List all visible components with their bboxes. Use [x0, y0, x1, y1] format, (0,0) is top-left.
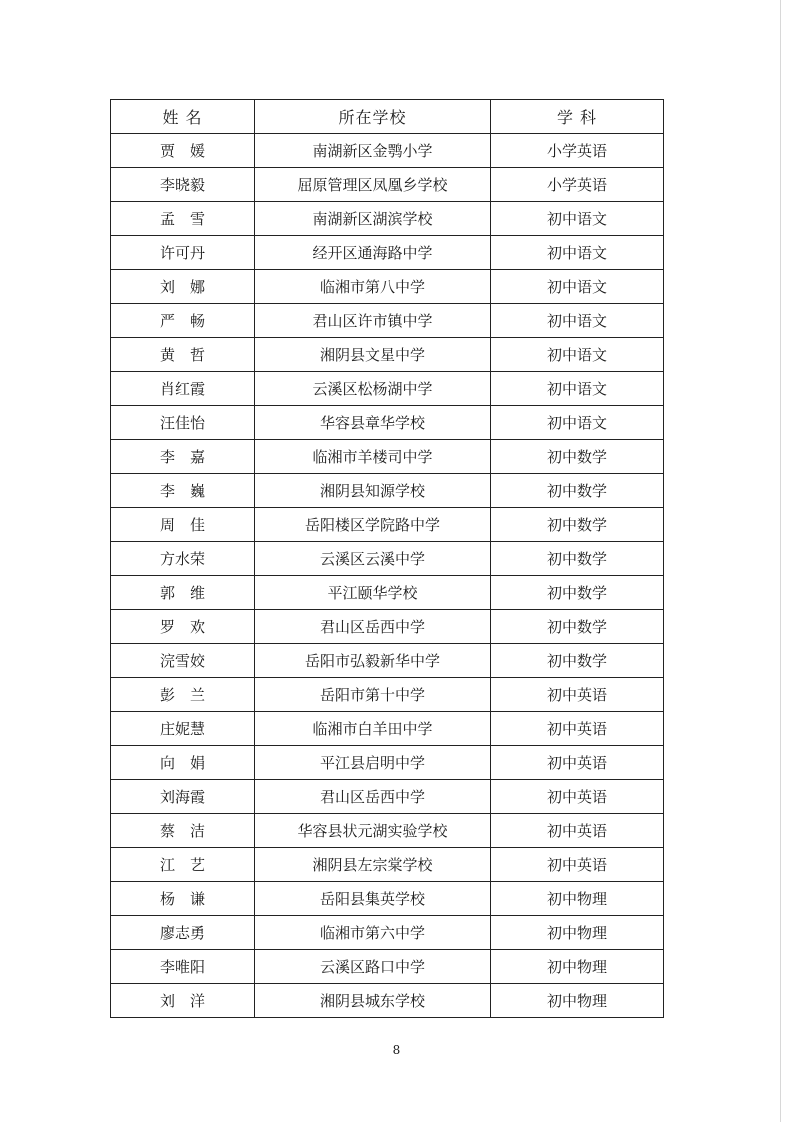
table-body: [111, 134, 664, 1018]
cell-subject: 初中数学: [491, 440, 664, 474]
cell-subject: 小学英语: [491, 168, 664, 202]
cell-name: 罗 欢: [111, 610, 255, 644]
cell-subject: 初中语文: [491, 304, 664, 338]
cell-name: 江 艺: [111, 848, 255, 882]
cell-name: 李唯阳: [111, 950, 255, 984]
cell-school: 湘阴县城东学校: [255, 984, 491, 1018]
cell-subject: 初中英语: [491, 780, 664, 814]
cell-subject: 初中数学: [491, 576, 664, 610]
cell-subject: 初中英语: [491, 746, 664, 780]
table-row: [111, 236, 664, 270]
cell-school: 湘阴县知源学校: [255, 474, 491, 508]
table-row: [111, 134, 664, 168]
cell-school: 云溪区云溪中学: [255, 542, 491, 576]
cell-name: 许可丹: [111, 236, 255, 270]
cell-subject: 初中英语: [491, 848, 664, 882]
table-row: [111, 780, 664, 814]
cell-school: 湘阴县文星中学: [255, 338, 491, 372]
cell-subject: 初中语文: [491, 406, 664, 440]
cell-name: 刘 洋: [111, 984, 255, 1018]
table-row: [111, 202, 664, 236]
cell-school: 屈原管理区凤凰乡学校: [255, 168, 491, 202]
cell-subject: 初中物理: [491, 882, 664, 916]
cell-school: 临湘市第六中学: [255, 916, 491, 950]
cell-name: 浣雪姣: [111, 644, 255, 678]
cell-school: 南湖新区湖滨学校: [255, 202, 491, 236]
cell-subject: 初中数学: [491, 610, 664, 644]
cell-subject: 初中语文: [491, 202, 664, 236]
page-number: 8: [392, 1043, 401, 1057]
cell-name: 廖志勇: [111, 916, 255, 950]
cell-school: 湘阴县左宗棠学校: [255, 848, 491, 882]
table-row: [111, 304, 664, 338]
cell-subject: 初中语文: [491, 372, 664, 406]
table-row: [111, 338, 664, 372]
cell-subject: 初中物理: [491, 916, 664, 950]
cell-name: 黄 哲: [111, 338, 255, 372]
scan-edge-line: [780, 0, 781, 1122]
table-row: [111, 882, 664, 916]
table-row: [111, 440, 664, 474]
cell-subject: 初中英语: [491, 678, 664, 712]
cell-name: 肖红霞: [111, 372, 255, 406]
table-row: [111, 746, 664, 780]
cell-school: 岳阳县集英学校: [255, 882, 491, 916]
cell-name: 向 娟: [111, 746, 255, 780]
table-row: [111, 712, 664, 746]
cell-name: 庄妮慧: [111, 712, 255, 746]
table-row: [111, 644, 664, 678]
cell-subject: 初中语文: [491, 338, 664, 372]
cell-school: 临湘市白羊田中学: [255, 712, 491, 746]
table-row: [111, 984, 664, 1018]
cell-name: 杨 谦: [111, 882, 255, 916]
cell-school: 华容县状元湖实验学校: [255, 814, 491, 848]
cell-name: 蔡 洁: [111, 814, 255, 848]
cell-subject: 初中语文: [491, 270, 664, 304]
cell-name: 贾 媛: [111, 134, 255, 168]
table-row: [111, 474, 664, 508]
cell-name: 李 巍: [111, 474, 255, 508]
table-row: [111, 610, 664, 644]
header-subject: 学 科: [491, 100, 664, 134]
table-row: [111, 576, 664, 610]
cell-school: 临湘市第八中学: [255, 270, 491, 304]
cell-school: 岳阳市弘毅新华中学: [255, 644, 491, 678]
table-row: [111, 372, 664, 406]
cell-subject: 初中语文: [491, 236, 664, 270]
table-row: [111, 270, 664, 304]
cell-name: 方水荣: [111, 542, 255, 576]
cell-name: 郭 维: [111, 576, 255, 610]
cell-subject: 初中英语: [491, 814, 664, 848]
cell-school: 经开区通海路中学: [255, 236, 491, 270]
table-row: [111, 508, 664, 542]
cell-school: 云溪区路口中学: [255, 950, 491, 984]
cell-school: 平江县启明中学: [255, 746, 491, 780]
cell-school: 岳阳市第十中学: [255, 678, 491, 712]
table-row: [111, 950, 664, 984]
cell-school: 临湘市羊楼司中学: [255, 440, 491, 474]
table-row: [111, 916, 664, 950]
cell-school: 南湖新区金鹗小学: [255, 134, 491, 168]
cell-name: 刘海霞: [111, 780, 255, 814]
table-header-row: [111, 100, 664, 134]
table-row: [111, 542, 664, 576]
cell-name: 汪佳怡: [111, 406, 255, 440]
table-row: [111, 168, 664, 202]
cell-subject: 初中物理: [491, 984, 664, 1018]
cell-name: 李晓毅: [111, 168, 255, 202]
cell-school: 岳阳楼区学院路中学: [255, 508, 491, 542]
cell-name: 李 嘉: [111, 440, 255, 474]
cell-name: 严 畅: [111, 304, 255, 338]
cell-school: 平江颐华学校: [255, 576, 491, 610]
cell-subject: 初中物理: [491, 950, 664, 984]
cell-subject: 初中数学: [491, 508, 664, 542]
cell-subject: 小学英语: [491, 134, 664, 168]
cell-school: 君山区许市镇中学: [255, 304, 491, 338]
cell-name: 刘 娜: [111, 270, 255, 304]
table-row: [111, 406, 664, 440]
header-name: 姓 名: [111, 100, 255, 134]
cell-school: 君山区岳西中学: [255, 610, 491, 644]
cell-name: 孟 雪: [111, 202, 255, 236]
table-row: [111, 814, 664, 848]
cell-subject: 初中数学: [491, 542, 664, 576]
cell-name: 彭 兰: [111, 678, 255, 712]
table-row: [111, 848, 664, 882]
table-row: [111, 678, 664, 712]
cell-school: 华容县章华学校: [255, 406, 491, 440]
cell-school: 云溪区松杨湖中学: [255, 372, 491, 406]
cell-name: 周 佳: [111, 508, 255, 542]
cell-subject: 初中数学: [491, 644, 664, 678]
cell-school: 君山区岳西中学: [255, 780, 491, 814]
cell-subject: 初中英语: [491, 712, 664, 746]
teacher-roster-table: [110, 99, 664, 1018]
header-school: 所在学校: [255, 100, 491, 134]
cell-subject: 初中数学: [491, 474, 664, 508]
